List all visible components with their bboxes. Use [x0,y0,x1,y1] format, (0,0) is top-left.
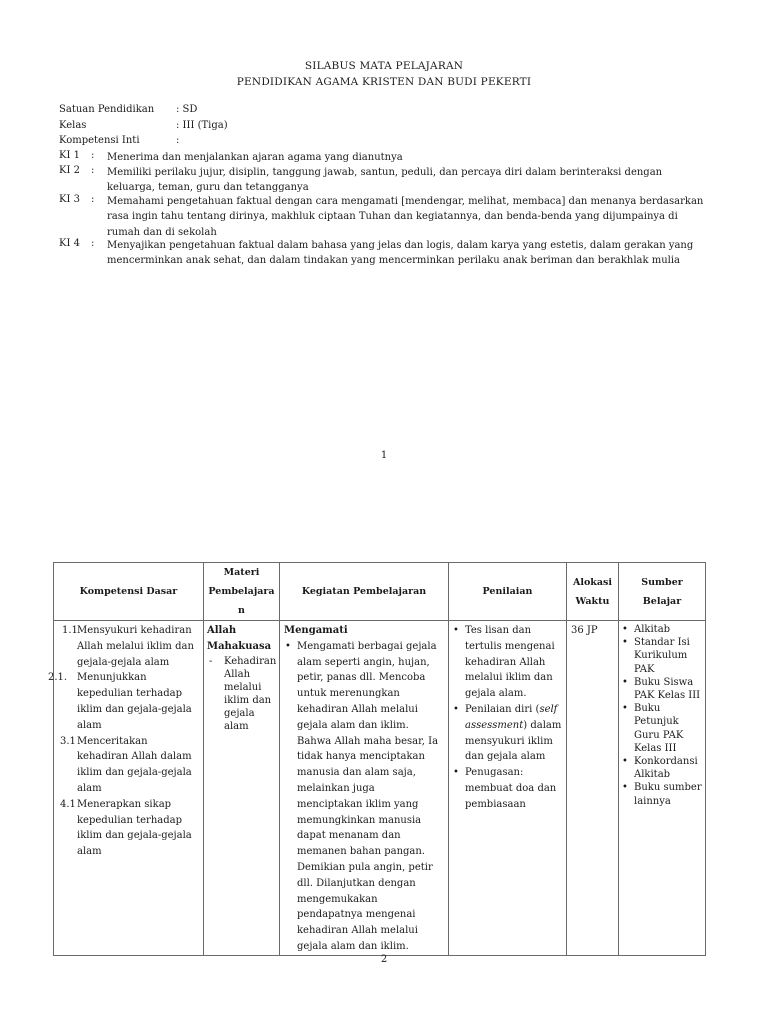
sumber-item: • Buku Petunjuk Guru PAK Kelas III [621,702,703,755]
header-materi-line: Pembelajara [208,586,275,597]
table-row [54,621,706,956]
cell-alokasi [567,621,619,956]
sumber-item: • Standar Isi Kurikulum PAK [621,636,703,676]
penilaian-item: • Tes lisan dan tertulis mengenai kehadiran Allah melalui iklim dan gejala alam. [452,623,562,702]
subject-title: PENDIDIKAN AGAMA KRISTEN DAN BUDI PEKERTI [236,76,532,88]
info-label-class: Kelas [59,120,87,131]
kd-text: Menunjukkan kepedulian terhadap iklim dan gejala-gejala alam [77,672,192,731]
table-header-row [54,563,706,621]
materi-item-text: Kehadiran Allah melalui iklim dan gejala alam [224,655,277,732]
ki-colon: : [91,150,95,161]
kd-number: 1.1 [62,625,78,636]
kegiatan-item: • Mengamati berbagai gejala alam seperti angin, hujan, petir, panas dll. Mencoba untuk merenungkan kehadiran Allah melalui gejala alam dan iklim. Bahwa Allah maha besar, Ia tidak hanya menciptakan manusia dan alam saja, melainkan juga menciptakan iklim yang memungkinkan manusia dapat menanam dan memanen bahan pangan. Demikian pula angin, petir dll. Dilanjutkan dengan mengemukakan pendapatnya mengenai kehadiran Allah melalui gejala alam dan iklim. [284,639,442,955]
kd-text: Menceritakan kehadiran Allah dalam iklim dan gejala-gejala alam [77,735,192,794]
kd-text: Menerapkan sikap kepedulian terhadap iklim dan gejala-gejala alam [77,798,192,858]
info-label-school: Satuan Pendidikan [59,104,155,115]
header-alokasi-line: Waktu [575,595,610,607]
ki-code: KI 4 [59,238,80,249]
kd-item [56,734,199,797]
kd-item [48,670,199,733]
materi-item [207,655,277,733]
info-label-core: Kompetensi Inti [59,135,140,146]
cell-penilaian [449,621,567,956]
syllabus-title: SILABUS MATA PELAJARAN [304,60,464,72]
header-kompetensi-dasar: Kompetensi Dasar [54,563,204,621]
penilaian-italic: self assessment [465,703,558,731]
ki-text: Memahami pengetahuan faktual dengan cara mengamati [mendengar, melihat, membaca] dan menanya berdasarkan rasa ingin tahu tentang dirinya, makhluk ciptaan Tuhan dan kegiatannya, dan benda-benda yang dijumpainya di rumah dan di sekolah [107,196,704,238]
materi-title: Mahakuasa [207,640,272,652]
ki-text: Memiliki perilaku jujur, disiplin, tanggung jawab, santun, peduli, dan percaya diri dalam berinteraksi dengan keluarga, teman, guru dan tetangganya [107,167,663,194]
syllabus-table [48,562,706,956]
penilaian-text: ) dalam mensyukuri iklim dan gejala alam [465,719,562,763]
sumber-item: • Buku Siswa PAK Kelas III [621,676,703,702]
sumber-item: • Buku sumber lainnya [621,781,703,807]
header-kegiatan: Kegiatan Pembelajaran [280,563,449,621]
cell-sumber [619,621,706,956]
ki-code: KI 1 [59,150,80,161]
alokasi-value: 36 JP [571,625,598,636]
header-sumber [619,563,706,621]
sumber-item: • Alkitab [621,623,703,636]
ki-code: KI 3 [59,194,80,205]
kegiatan-list [284,639,442,955]
cell-kegiatan [280,621,449,956]
sumber-item: • Konkordansi Alkitab [621,755,703,781]
penilaian-item: • Penugasan: membuat doa dan pembiasaan [452,765,562,812]
penilaian-text: Penilaian diri ( [465,703,540,715]
header-penilaian: Penilaian [449,563,567,621]
info-value-class: : III (Tiga) [176,120,228,131]
kd-text: Mensyukuri kehadiran Allah melalui iklim dan gejala-gejala alam [77,625,194,668]
penilaian-item [452,702,562,765]
ki-text: Menyajikan pengetahuan faktual dalam bahasa yang jelas dan logis, dalam karya yang estetis, dalam gerakan yang mencerminkan anak sehat, dan dalam tindakan yang mencerminkan perilaku anak beriman dan berakhlak mulia [107,240,694,267]
cell-materi [204,621,280,956]
materi-dash: - [209,655,213,667]
kd-item [56,797,199,860]
header-materi-line: Materi [223,567,260,578]
info-value-school: : SD [176,104,198,115]
page-number: 1 [380,450,388,461]
page-number: 2 [380,954,388,965]
info-value-core: : [176,135,180,146]
sumber-list [621,623,703,808]
ki-colon: : [91,194,95,205]
header-alokasi-line: Alokasi [572,576,612,588]
kd-number: 2.1. [48,672,68,684]
kegiatan-heading: Mengamati [284,625,348,636]
header-sumber-line: Belajar [642,595,682,607]
header-materi [204,563,280,621]
kd-number: 3.1 [60,735,76,747]
penilaian-list [452,623,562,813]
kd-number: 4.1 [60,798,76,810]
header-sumber-line: Sumber [641,576,683,588]
kd-item [56,623,199,670]
ki-colon: : [91,165,95,176]
cell-kompetensi-dasar [48,621,204,956]
materi-title: Allah [207,625,237,636]
header-alokasi [567,563,619,621]
ki-text: Menerima dan menjalankan ajaran agama yang dianutnya [107,152,403,163]
header-materi-line: n [238,605,245,616]
ki-code: KI 2 [59,165,80,176]
ki-colon: : [91,238,95,249]
